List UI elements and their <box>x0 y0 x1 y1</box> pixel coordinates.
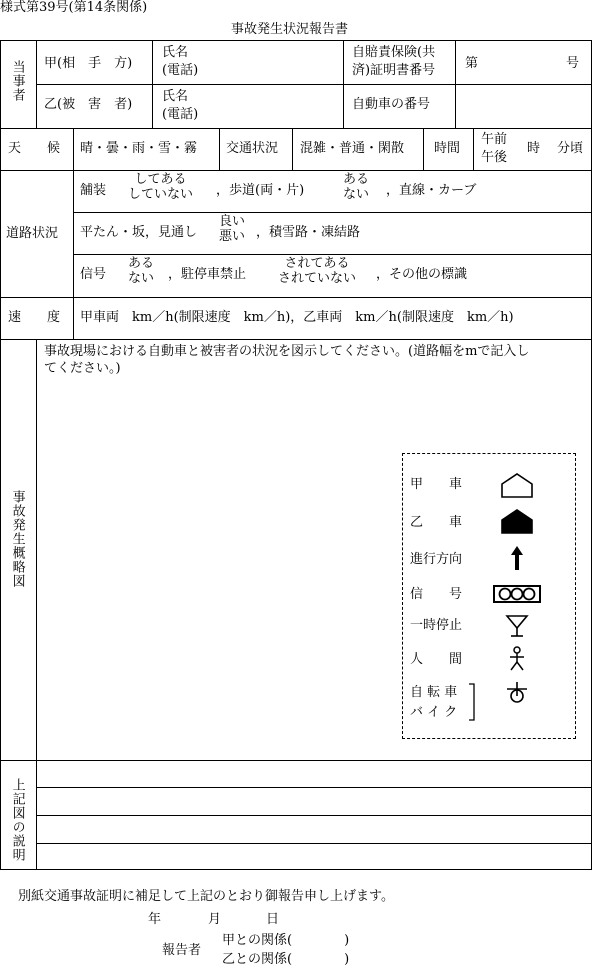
bracket-icon <box>468 683 476 721</box>
explanation-section-label: 上記図の説明 <box>9 778 25 862</box>
person-icon <box>507 646 527 672</box>
traffic-signal-icon <box>493 585 541 603</box>
arrow-up-icon <box>509 545 525 571</box>
legend-label-bicycle: 自 転 車 <box>410 685 458 700</box>
time-label: 時間 <box>434 141 461 156</box>
no-parking-text: ，駐停車禁止 <box>168 267 247 282</box>
legend-label-car-a: 甲 車 <box>410 477 463 492</box>
weather-label: 天 候 <box>8 141 61 156</box>
parking-no: されていない <box>278 270 357 286</box>
speed-label: 速 度 <box>8 310 61 325</box>
car-b-filled-house-icon <box>500 508 534 534</box>
parties-section-label: 当事者 <box>9 60 25 102</box>
insurance-label-line2: 済)証明書番号 <box>352 63 436 78</box>
time-hour: 時 <box>527 141 541 156</box>
time-am: 午前 <box>481 132 508 147</box>
sidewalk-text: ，歩道(両・片) <box>216 183 305 198</box>
certificate-number-suffix: 号 <box>566 56 580 71</box>
flat-slope-text: 平たん・坂，見通し <box>80 225 198 240</box>
certificate-number-prefix: 第 <box>465 56 479 71</box>
visibility-choice <box>219 215 245 245</box>
legend-label-signal: 信 号 <box>410 587 463 602</box>
weather-options: 晴・曇・雨・雪・霧 <box>80 141 198 156</box>
diagram-instruction-line2: てください。) <box>44 361 121 376</box>
legend-label-person: 人 間 <box>410 652 463 667</box>
signal-label: 信号 <box>80 267 107 282</box>
insurance-label-line1: 自賠責保険(共 <box>352 45 436 60</box>
report-statement: 別紙交通事故証明に補足して上記のとおり御報告申し上げます。 <box>18 889 394 904</box>
legend-label-direction: 進行方向 <box>410 552 463 567</box>
snow-ice-text: ，積雪路・凍結路 <box>256 225 361 240</box>
car-a-outline-house-icon <box>500 472 534 498</box>
paving-yes: してある <box>134 172 187 187</box>
date-year: 年 <box>148 912 162 927</box>
straight-curve-text: ，直線・カーブ <box>386 183 477 198</box>
party-b-phone-label: (電話) <box>162 107 199 122</box>
party-a-label: 甲(相 手 方) <box>44 56 133 71</box>
relation-a: 甲との関係( ) <box>222 933 350 948</box>
date-day: 日 <box>266 912 280 927</box>
visibility-good: 良い <box>219 214 246 229</box>
party-a-name-label: 氏名 <box>162 45 189 60</box>
vehicle-number-label: 自動車の番号 <box>352 97 431 112</box>
page-title: 事故発生状況報告書 <box>231 22 349 37</box>
stop-sign-icon <box>505 614 529 638</box>
date-month: 月 <box>208 912 222 927</box>
paving-label: 舗装 <box>80 183 107 198</box>
party-b-name-label: 氏名 <box>162 89 189 104</box>
legend-label-stop: 一時停止 <box>410 618 463 633</box>
party-a-phone-label: (電話) <box>162 63 199 78</box>
party-b-label: 乙(被 害 者) <box>44 97 133 112</box>
parking-choice <box>278 257 356 287</box>
bicycle-icon <box>504 680 530 704</box>
legend-label-motorbike: バ イ ク <box>410 705 458 720</box>
diagram-section-label: 事故発生概略図 <box>9 490 25 588</box>
reporter-label: 報告者 <box>162 943 202 958</box>
road-label: 道路状況 <box>6 226 59 241</box>
visibility-bad: 悪い <box>219 228 246 244</box>
traffic-options: 混雑・普通・閑散 <box>300 141 405 156</box>
diagram-instruction-line1: 事故現場における自動車と被害者の状況を図示してください。(道路幅をmで記入し <box>44 344 530 359</box>
legend-label-car-b: 乙 車 <box>410 515 463 530</box>
parking-yes: されてある <box>284 256 350 271</box>
relation-b: 乙との関係( ) <box>222 952 350 967</box>
form-number: 様式第39号(第14条関係) <box>0 0 148 15</box>
signal-choice <box>128 257 154 287</box>
paving-no: していない <box>128 186 194 202</box>
signal-no: ない <box>128 270 155 286</box>
signal-yes: ある <box>128 256 155 271</box>
sidewalk-choice <box>343 173 369 203</box>
speed-text: 甲車両 km／h(制限速度 km／h)，乙車両 km／h(制限速度 km／h) <box>80 310 514 325</box>
paving-choice <box>128 173 193 203</box>
other-signs-text: ，その他の標識 <box>376 267 468 282</box>
sidewalk-not-exists: ない <box>343 186 370 202</box>
time-minute: 分頃 <box>557 141 584 156</box>
sidewalk-exists: ある <box>343 172 370 187</box>
time-pm: 午後 <box>481 150 508 165</box>
traffic-label: 交通状況 <box>226 141 279 156</box>
